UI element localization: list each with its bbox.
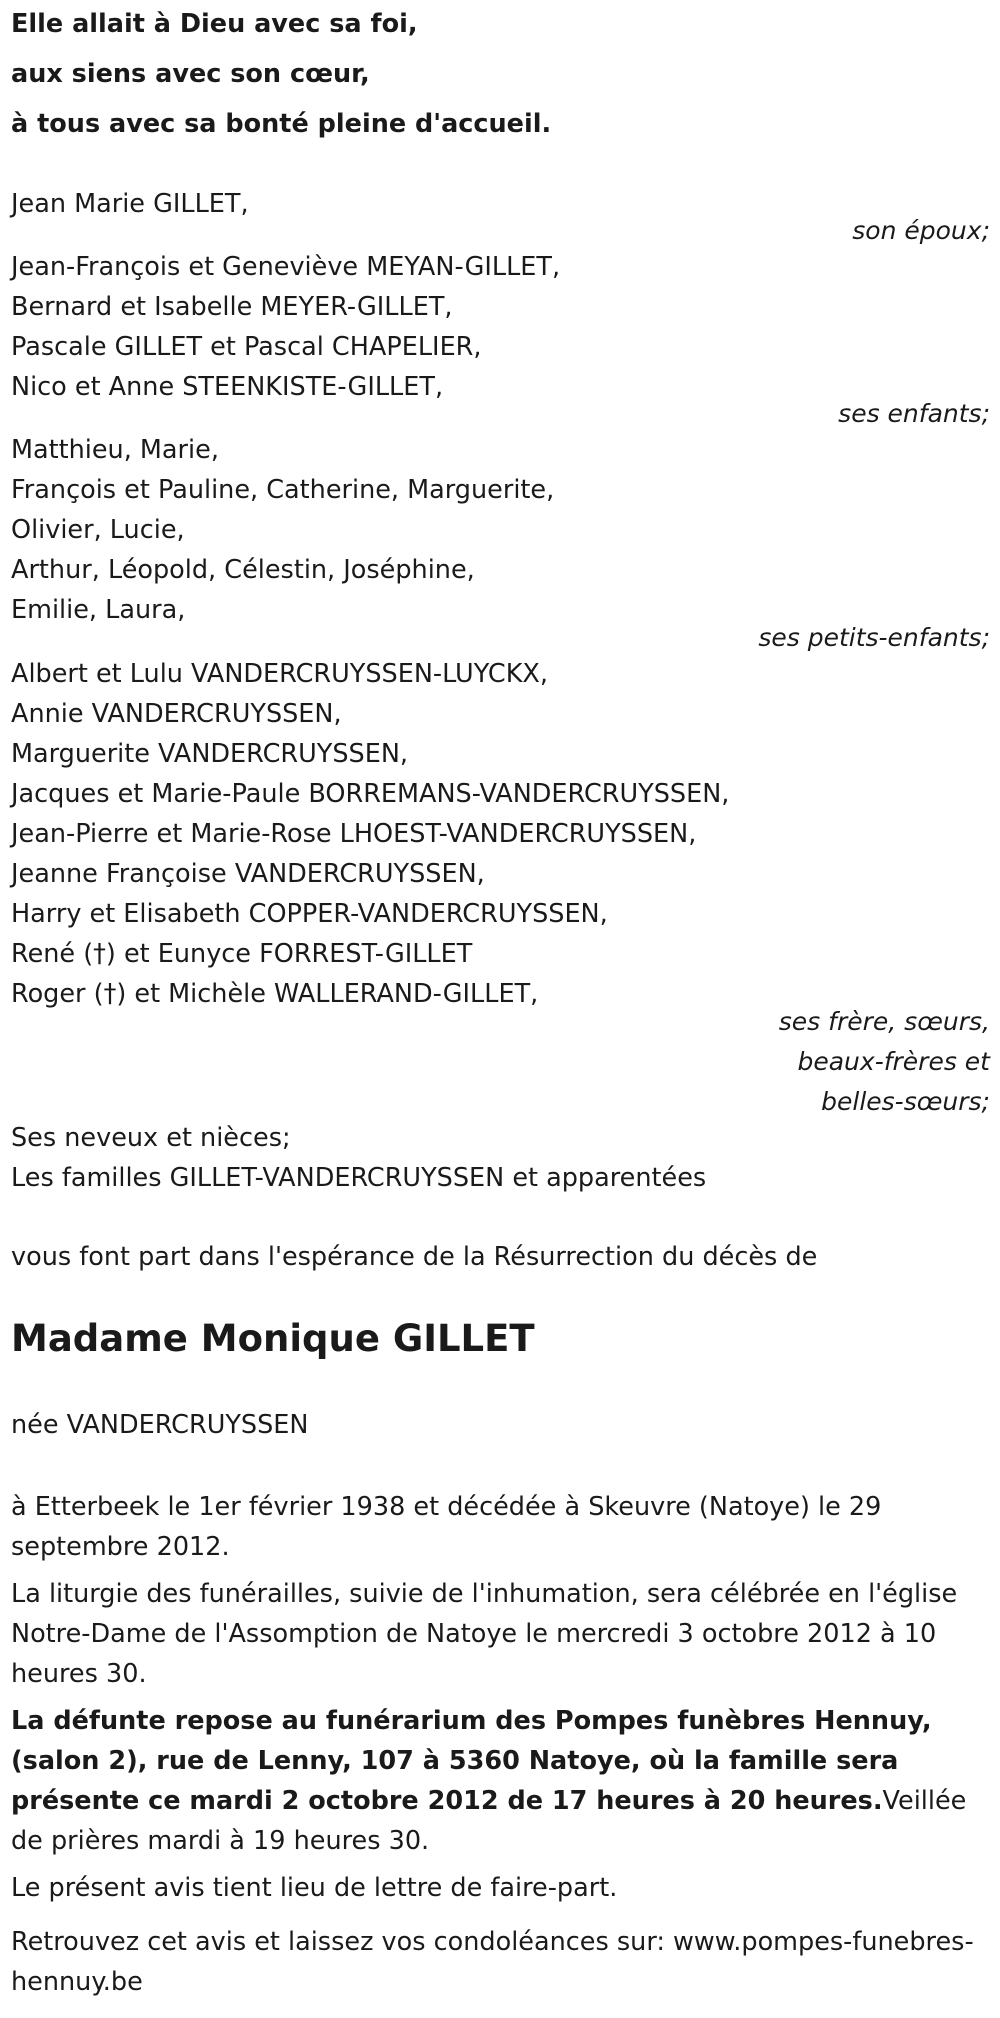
deceased-name: Madame Monique GILLET: [11, 1317, 535, 1360]
others-line: Ses neveux et nièces;: [11, 1123, 291, 1153]
spouse-name: Jean Marie GILLET,: [11, 189, 249, 219]
funeral-paragraph: La liturgie des funérailles, suivie de l'inhumation, sera célébrée en l'église Notre-Dame de l'Assomption de Natoye le mercredi 3 octobre 2012 à 10 heures 30.: [11, 1579, 958, 1689]
child-name: Pascale GILLET et Pascal CHAPELIER,: [11, 332, 482, 362]
others-line: Les familles GILLET-VANDERCRUYSSEN et apparentées: [11, 1163, 707, 1193]
grandchildren-role: ses petits-enfants;: [758, 623, 990, 652]
epigraph-line: Elle allait à Dieu avec sa foi,: [11, 9, 418, 39]
sibling-name: Marguerite VANDERCRUYSSEN,: [11, 739, 409, 769]
announcement: vous font part dans l'espérance de la Résurrection du décès de: [11, 1242, 818, 1272]
siblings-role: ses frère, sœurs,: [778, 1007, 990, 1036]
notice-paragraph: Le présent avis tient lieu de lettre de faire-part.: [11, 1873, 618, 1903]
child-name: Jean-François et Geneviève MEYAN-GILLET,: [11, 252, 561, 282]
sibling-name: Albert et Lulu VANDERCRUYSSEN-LUYCKX,: [11, 659, 548, 689]
sibling-name: Roger (†) et Michèle WALLERAND-GILLET,: [11, 979, 539, 1009]
sibling-name: Annie VANDERCRUYSSEN,: [11, 699, 342, 729]
grandchild-name: Olivier, Lucie,: [11, 515, 185, 545]
child-name: Nico et Anne STEENKISTE-GILLET,: [11, 372, 444, 402]
maiden-name: née VANDERCRUYSSEN: [11, 1410, 309, 1440]
children-role: ses enfants;: [838, 399, 990, 428]
visitation-paragraph: [11, 1701, 986, 1861]
visitation-normal: Veillée de prières mardi à 19 heures 30.: [11, 1786, 967, 1856]
epigraph-line: à tous avec sa bonté pleine d'accueil.: [11, 109, 552, 139]
siblings-role: beaux-frères et: [797, 1047, 990, 1076]
siblings-role: belles-sœurs;: [821, 1087, 990, 1116]
birth-death-paragraph: à Etterbeek le 1er février 1938 et décédée à Skeuvre (Natoye) le 29 septembre 2012.: [11, 1492, 882, 1562]
visitation-bold: La défunte repose au funérarium des Pompes funèbres Hennuy, (salon 2), rue de Lenny, 107 à 5360 Natoye, où la famille sera présente ce mardi 2 octobre 2012 de 17 heures à 20 heures.: [11, 1706, 932, 1816]
sibling-name: Harry et Elisabeth COPPER-VANDERCRUYSSEN,: [11, 899, 608, 929]
grandchild-name: Matthieu, Marie,: [11, 435, 219, 465]
grandchild-name: Arthur, Léopold, Célestin, Joséphine,: [11, 555, 475, 585]
sibling-name: Jacques et Marie-Paule BORREMANS-VANDERCRUYSSEN,: [11, 779, 730, 809]
epigraph-line: aux siens avec son cœur,: [11, 59, 370, 89]
grandchild-name: François et Pauline, Catherine, Marguerite,: [11, 475, 555, 505]
condolences-paragraph: Retrouvez cet avis et laissez vos condoléances sur: www.pompes-funebres-hennuy.be: [11, 1927, 974, 1997]
child-name: Bernard et Isabelle MEYER-GILLET,: [11, 292, 453, 322]
sibling-name: René (†) et Eunyce FORREST-GILLET: [11, 939, 473, 969]
grandchild-name: Emilie, Laura,: [11, 595, 186, 625]
sibling-name: Jean-Pierre et Marie-Rose LHOEST-VANDERCRUYSSEN,: [11, 819, 697, 849]
spouse-role: son époux;: [852, 216, 990, 245]
sibling-name: Jeanne Françoise VANDERCRUYSSEN,: [11, 859, 485, 889]
